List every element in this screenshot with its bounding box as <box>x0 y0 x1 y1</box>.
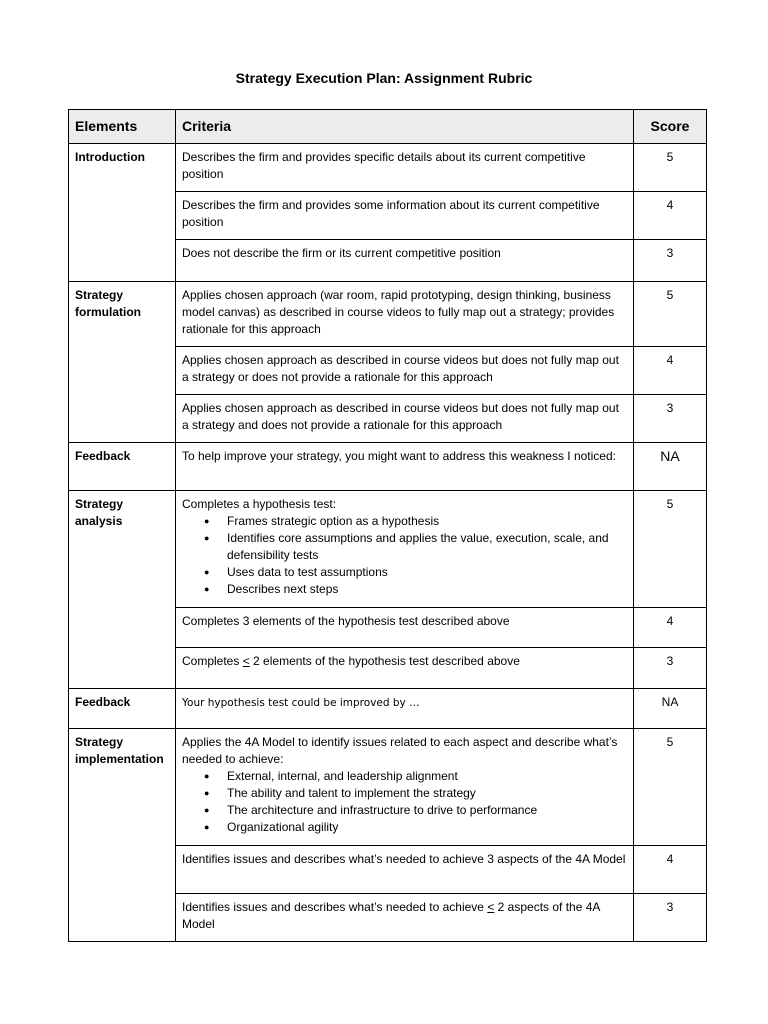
score-cell: 3 <box>634 894 707 942</box>
score-cell: 4 <box>634 192 707 240</box>
criteria-cell: Applies chosen approach as described in course videos but does not fully map out a strategy and does not provide a rationale for this approach <box>176 395 634 443</box>
bullet-item: ● Identifies core assumptions and applies the value, execution, scale, and defensibility tests <box>182 530 627 564</box>
criteria-cell: Completes < 2 elements of the hypothesis test described above <box>176 648 634 689</box>
element-strategy-implementation: Strategy implementation <box>69 729 176 846</box>
criteria-cell: Does not describe the firm or its current competitive position <box>176 240 634 282</box>
criteria-cell: To help improve your strategy, you might want to address this weakness I noticed: <box>176 443 634 491</box>
bullet-item: ● Uses data to test assumptions <box>182 564 627 581</box>
criteria-cell: Describes the firm and provides some information about its current competitive position <box>176 192 634 240</box>
header-criteria: Criteria <box>176 110 634 144</box>
score-cell: 4 <box>634 608 707 648</box>
element-strategy-formulation: Strategy formulation <box>69 282 176 347</box>
table-row <box>69 144 707 192</box>
criteria-cell: Completes 3 elements of the hypothesis test described above <box>176 608 634 648</box>
criteria-cell: Applies chosen approach (war room, rapid prototyping, design thinking, business model canvas) as described in course videos to fully map out a strategy; provides rationale for this approach <box>176 282 634 347</box>
element-feedback: Feedback <box>69 443 176 491</box>
element-introduction: Introduction <box>69 144 176 192</box>
table-row <box>69 347 707 395</box>
criteria-cell: Identifies issues and describes what’s needed to achieve < 2 aspects of the 4A Model <box>176 894 634 942</box>
table-row <box>69 729 707 846</box>
score-cell: 3 <box>634 240 707 282</box>
criteria-cell: Applies chosen approach as described in course videos but does not fully map out a strategy or does not provide a rationale for this approach <box>176 347 634 395</box>
page-title: Strategy Execution Plan: Assignment Rubric <box>235 70 533 86</box>
score-cell: 5 <box>634 282 707 347</box>
bullet-item: ● The ability and talent to implement the strategy <box>182 785 627 802</box>
less-than-equal-symbol: < <box>487 900 495 914</box>
bullet-item: ● External, internal, and leadership alignment <box>182 768 627 785</box>
criteria-cell <box>176 729 634 846</box>
header-row <box>69 110 707 144</box>
bullet-item: ● Describes next steps <box>182 581 627 598</box>
table-row <box>69 689 707 729</box>
header-score: Score <box>634 110 707 144</box>
rubric-table <box>68 109 707 942</box>
criteria-cell <box>176 491 634 608</box>
less-than-equal-symbol: < <box>242 654 250 668</box>
score-cell: NA <box>634 689 707 729</box>
score-cell: 4 <box>634 347 707 395</box>
bullet-item: ● Organizational agility <box>182 819 627 836</box>
bullet-list <box>182 513 627 598</box>
table-row <box>69 192 707 240</box>
table-row <box>69 395 707 443</box>
criteria-cell: Your hypothesis test could be improved by … <box>176 689 634 729</box>
table-row <box>69 491 707 608</box>
score-cell: 5 <box>634 729 707 846</box>
table-row <box>69 240 707 282</box>
score-cell: 3 <box>634 395 707 443</box>
criteria-cell: Describes the firm and provides specific details about its current competitive position <box>176 144 634 192</box>
table-row <box>69 282 707 347</box>
criteria-intro: Applies the 4A Model to identify issues related to each aspect and describe what’s needed to achieve: <box>182 735 618 766</box>
criteria-cell: Identifies issues and describes what’s needed to achieve 3 aspects of the 4A Model <box>176 846 634 894</box>
score-cell: 3 <box>634 648 707 689</box>
score-cell: 4 <box>634 846 707 894</box>
table-row <box>69 894 707 942</box>
score-cell: 5 <box>634 491 707 608</box>
score-cell: NA <box>634 443 707 491</box>
bullet-item: ● The architecture and infrastructure to drive to performance <box>182 802 627 819</box>
table-row <box>69 443 707 491</box>
table-row <box>69 608 707 648</box>
criteria-intro: Completes a hypothesis test: <box>182 497 337 511</box>
bullet-list <box>182 768 627 836</box>
header-elements: Elements <box>69 110 176 144</box>
table-row <box>69 846 707 894</box>
element-strategy-analysis: Strategy analysis <box>69 491 176 608</box>
bullet-item: ● Frames strategic option as a hypothesis <box>182 513 627 530</box>
score-cell: 5 <box>634 144 707 192</box>
element-feedback: Feedback <box>69 689 176 729</box>
table-row <box>69 648 707 689</box>
